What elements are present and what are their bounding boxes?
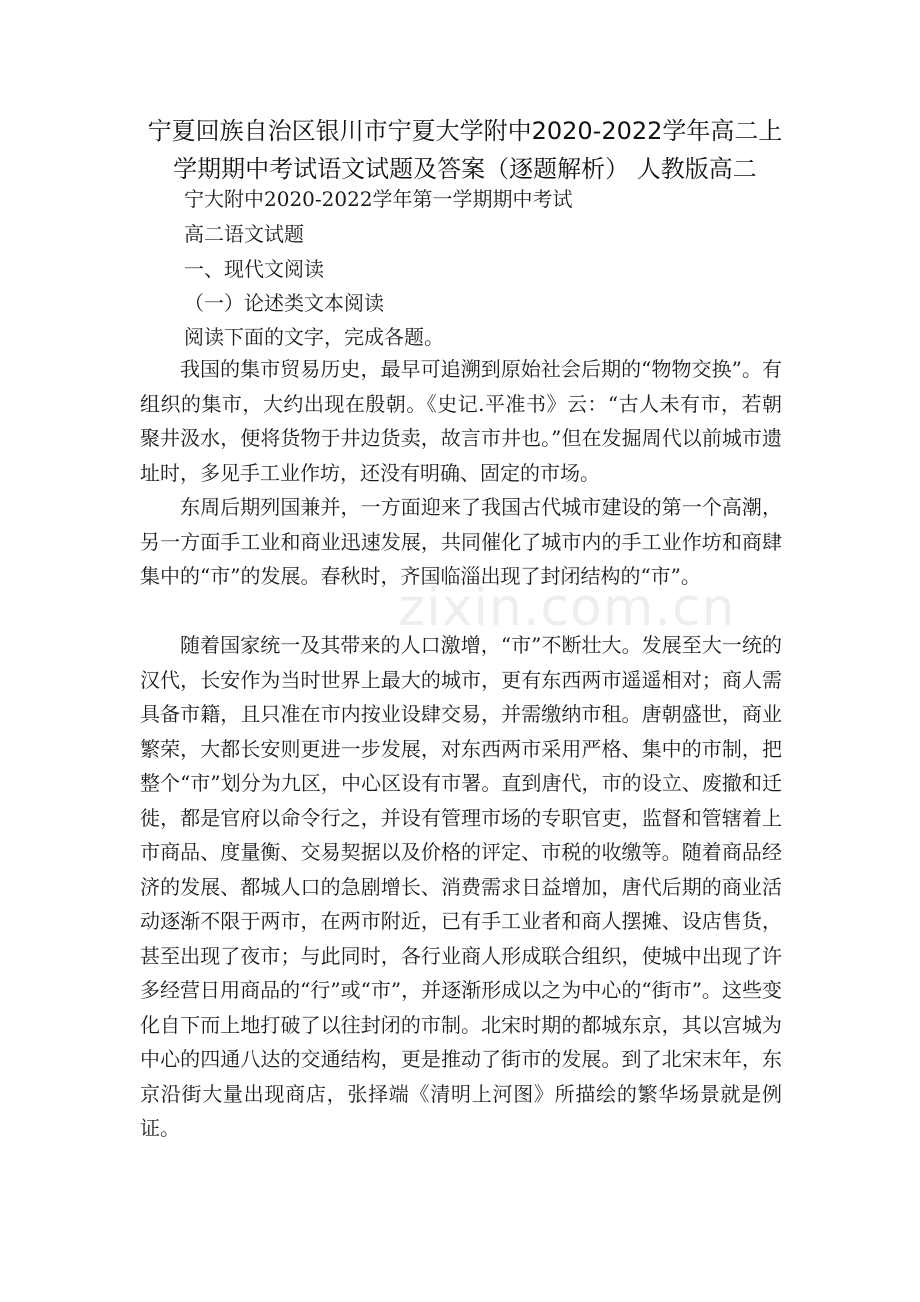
- body-paragraph: 随着国家统一及其带来的人口激增，“市”不断壮大。发展至大一统的汉代，长安作为当时世界上最大的城市，更有东西两市遥遥相对；商人需具备市籍，且只准在市内按业设肆交易，并需缴纳市租。唐朝盛世，商业繁荣，大都长安则更进一步发展，对东西两市采用严格、集中的市制，把整个“市”划分为九区，中心区设有市署。直到唐代，市的设立、废撤和迁徙，都是官府以命令行之，并设有管理市场的专职官吏，监督和管辖着上市商品、度量衡、交易契据以及价格的评定、市税的收缴等。随着商品经济的发展、都城人口的急剧增长、消费需求日益增加，唐代后期的商业活动逐渐不限于两市，在两市附近，已有手工业者和商人摆摊、设店售货，甚至出现了夜市；与此同时，各行业商人形成联合组织，使城中出现了许多经营日用商品的“行”或“市”，并逐渐形成以之为中心的“街市”。这些变化自下而上地打破了以往封闭的市制。北宋时期的都城东京，其以宫城为中心的四通八达的交通结构，更是推动了街市的发展。到了北宋末年，东京沿街大量出现商店，张择端《清明上河图》所描绘的繁华场景就是例证。: [140, 633, 782, 1140]
- section-heading: 一、现代文阅读: [184, 257, 324, 281]
- exam-name: 宁大附中2020-2022学年第一学期期中考试: [184, 187, 573, 211]
- subject-heading: 高二语文试题: [184, 222, 304, 246]
- document-title: 宁夏回族自治区银川市宁夏大学附中2020-2022学年高二上学期期中考试语文试题及答案（逐题解析） 人教版高二: [147, 117, 783, 183]
- reading-instruction: 阅读下面的文字，完成各题。: [184, 325, 444, 349]
- body-paragraph: 东周后期列国兼并，一方面迎来了我国古代城市建设的第一个高潮，另一方面手工业和商业迅速发展，共同催化了城市内的手工业作坊和商肆集中的“市”的发展。春秋时，齐国临淄出现了封闭结构的“市”。: [140, 495, 782, 588]
- subsection-heading: （一）论述类文本阅读: [184, 291, 384, 315]
- site-watermark: zixin.com.cn: [398, 578, 736, 638]
- body-paragraph: 我国的集市贸易历史，最早可追溯到原始社会后期的“物物交换”。有组织的集市，大约出现在殷朝。《史记.平准书》云：“古人未有市，若朝聚井汲水，便将货物于井边货卖，故言市井也。”但在发掘周代以前城市遗址时，多见手工业作坊，还没有明确、固定的市场。: [140, 357, 782, 485]
